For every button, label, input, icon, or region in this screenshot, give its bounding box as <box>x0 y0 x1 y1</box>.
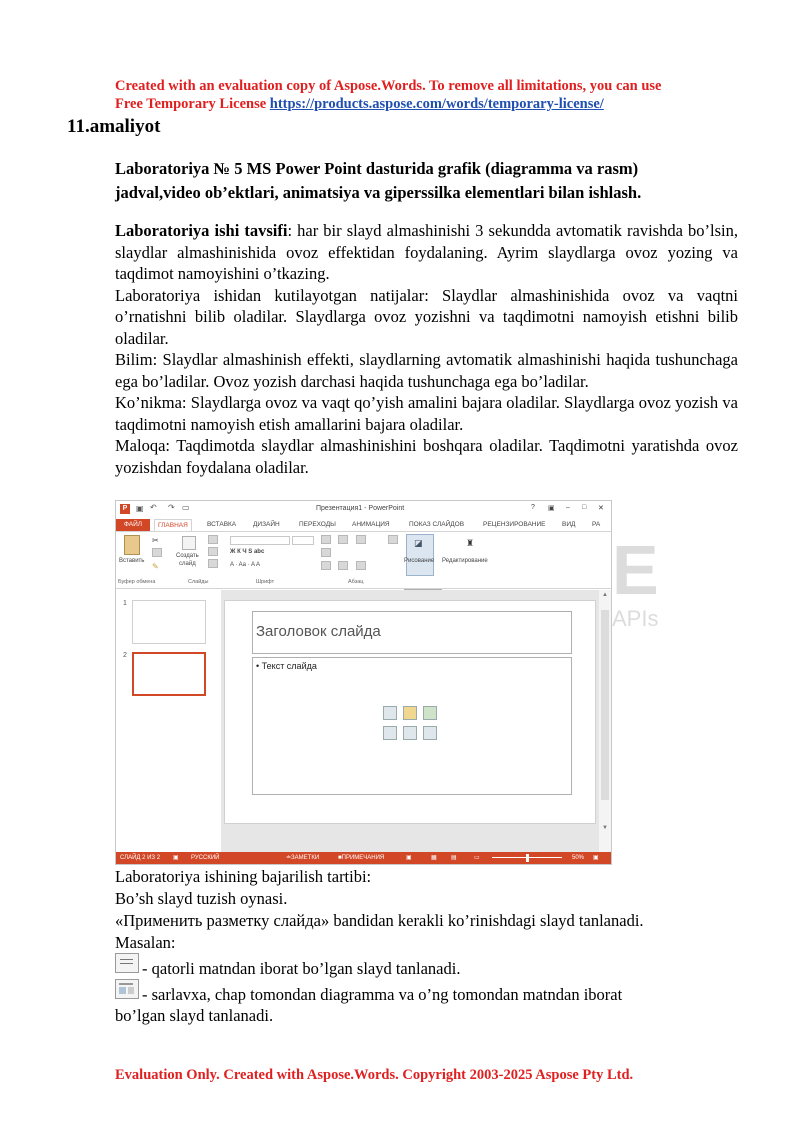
lab-title <box>115 157 755 205</box>
lab-title-line2: jadval,video ob’ektlari, animatsiya va giperssilka elementlari bilan ishlash. <box>115 183 642 202</box>
temporary-license-link[interactable]: https://products.aspose.com/words/temporary-license/ <box>269 96 604 112</box>
steps-line-3: «Применить разметку слайда» bandidan kerakli ko’rinishdagi slayd tanlanadi. <box>115 911 644 930</box>
comments-label: ПРИМЕЧАНИЯ <box>341 855 385 861</box>
shapes-icon: ◪ <box>414 538 423 548</box>
tab-insert[interactable]: ВСТАВКА <box>207 521 237 528</box>
example-item-1: - qatorli matndan iborat bo’lgan slayd tanlanadi. <box>142 959 461 978</box>
slideshow-icon[interactable]: ▭ <box>182 503 190 512</box>
competence-paragraph: Maloqa: Taqdimotda slaydlar almashinishini boshqara oladilar. Taqdimotni yaratishda ovoz yozishdan foydalana oladilar. <box>115 436 738 477</box>
evaluation-footer: Evaluation Only. Created with Aspose.Words. Copyright 2003-2025 Aspose Pty Ltd. <box>115 1067 634 1083</box>
binoculars-icon: ♜ <box>466 538 475 548</box>
scrollbar-thumb[interactable] <box>601 610 609 800</box>
zoom-slider-thumb[interactable] <box>526 854 529 862</box>
bullets-icon[interactable] <box>321 535 331 544</box>
font-color-buttons[interactable]: A · Aa · A A <box>230 562 261 568</box>
tab-file[interactable]: ФАЙЛ <box>116 519 150 531</box>
reading-view-icon[interactable]: ▤ <box>451 855 457 861</box>
copy-icon[interactable] <box>152 548 162 557</box>
insert-table-icon[interactable] <box>383 706 397 720</box>
powerpoint-screenshot <box>115 500 612 865</box>
font-name-box[interactable] <box>230 536 290 545</box>
powerpoint-logo-icon: P <box>120 504 130 514</box>
cut-icon[interactable]: ✂ <box>152 536 159 545</box>
paste-icon[interactable] <box>124 535 140 555</box>
numbering-icon[interactable] <box>338 535 348 544</box>
insert-smartart-icon[interactable] <box>423 706 437 720</box>
slide-thumbnail-2[interactable] <box>132 652 206 696</box>
lab-title-line1: Laboratoriya № 5 MS Power Point dasturida grafik (diagramma va rasm) <box>115 159 639 178</box>
ppt-ribbon <box>116 531 611 589</box>
watermark-apis: APIs <box>612 606 659 631</box>
maximize-button[interactable]: □ <box>582 504 587 511</box>
watermark-letter: E <box>612 531 659 609</box>
font-format-buttons[interactable]: Ж К Ч S abc <box>230 549 265 555</box>
tab-transitions[interactable]: ПЕРЕХОДЫ <box>299 521 336 528</box>
layout-title-bar <box>119 983 133 985</box>
chart-text-layout-icon <box>115 979 139 999</box>
vertical-scrollbar[interactable] <box>599 590 611 852</box>
steps-section <box>115 866 755 954</box>
group-clipboard: Буфер обмена <box>118 579 156 585</box>
tab-home[interactable]: ГЛАВНАЯ <box>154 519 192 531</box>
fit-slide-icon[interactable]: ▣ <box>593 855 599 861</box>
description-text: : har bir slayd almashinishi 3 sekundda avtomatik ravishda bo’lsin, slaydlar almashinishida ovoz effektidan foydalaning. Ayrim slaydlarga ovoz yozing va taqdimot namoyishini o’tkazing. <box>115 221 738 283</box>
comments-button[interactable]: ■ ПРИМЕЧАНИЯ <box>338 852 342 864</box>
current-slide[interactable] <box>224 600 596 824</box>
ppt-ribbon-tabs <box>116 517 611 532</box>
align-center-icon[interactable] <box>338 561 348 570</box>
description-label: Laboratoriya ishi tavsifi <box>115 221 288 240</box>
tab-animations[interactable]: АНИМАЦИЯ <box>352 521 390 528</box>
slide-body-placeholder-text: • Текст слайда <box>256 661 317 671</box>
editing-button[interactable]: Редактирование <box>442 558 488 564</box>
steps-line-2: Bo’sh slayd tuzish oynasi. <box>115 889 288 908</box>
group-slides: Слайды <box>188 579 209 585</box>
new-slide-label-1[interactable]: Создать <box>176 553 199 559</box>
thumbnail-number-2: 2 <box>123 652 127 659</box>
evaluation-notice-line2-text: Free Temporary License <box>115 96 270 112</box>
ribbon-display-button[interactable]: ▣ <box>548 505 555 512</box>
slideshow-view-icon[interactable]: ▭ <box>474 855 480 861</box>
description-paragraph <box>115 220 738 285</box>
normal-view-icon[interactable]: ▣ <box>406 855 412 861</box>
group-font: Шрифт <box>256 579 275 585</box>
tab-design[interactable]: ДИЗАЙН <box>253 521 280 528</box>
section-heading: 11.amaliyot <box>67 116 161 137</box>
zoom-level[interactable]: 50% <box>572 855 585 861</box>
slide-thumbnail-1[interactable] <box>132 600 206 644</box>
insert-picture-icon[interactable] <box>383 726 397 740</box>
slide-body-placeholder[interactable] <box>252 657 572 795</box>
layout-text-block <box>128 987 134 994</box>
new-slide-label-2[interactable]: слайд <box>179 561 196 567</box>
indent-icon[interactable] <box>356 535 366 544</box>
reset-icon[interactable] <box>208 547 218 556</box>
insert-online-picture-icon[interactable] <box>403 726 417 740</box>
scroll-down-icon[interactable]: ▼ <box>602 825 608 831</box>
ppt-title-bar <box>116 501 611 517</box>
evaluation-notice-line2 <box>115 95 755 113</box>
smartart-icon[interactable] <box>388 535 398 544</box>
group-paragraph: Абзац <box>348 579 364 585</box>
undo-icon[interactable]: ↶ <box>150 503 157 512</box>
font-size-box[interactable] <box>292 536 314 545</box>
ppt-window-title: Презентация1 - PowerPoint <box>316 505 405 512</box>
tab-view[interactable]: ВИД <box>562 521 576 528</box>
steps-line-4: Masalan: <box>115 933 176 952</box>
align-left-icon[interactable] <box>321 561 331 570</box>
layout-line-1 <box>120 959 133 960</box>
slide-title-placeholder[interactable]: Заголовок слайда <box>252 611 572 654</box>
slide-thumbnails-pane <box>116 590 221 852</box>
section-icon[interactable] <box>208 559 218 568</box>
redo-icon[interactable]: ↷ <box>168 503 175 512</box>
text-layout-icon <box>115 953 139 973</box>
body-text <box>115 220 738 478</box>
ppt-status-bar <box>116 852 611 864</box>
scroll-up-icon[interactable]: ▲ <box>602 592 608 598</box>
knowledge-paragraph: Bilim: Slaydlar almashinish effekti, slaydlarning avtomatik almashinishi haqida tushunchaga ega bo’ladilar. Ovoz yozish darchasi haqida tushunchaga ega bo’ladilar. <box>115 350 738 391</box>
example-item-2-continued: bo’lgan slayd tanlanadi. <box>115 1006 274 1025</box>
slide-counter: СЛАЙД 2 ИЗ 2 <box>120 855 161 861</box>
new-slide-icon[interactable] <box>182 536 196 550</box>
help-button[interactable]: ? <box>531 504 535 511</box>
insert-chart-icon[interactable] <box>403 706 417 720</box>
minimize-button[interactable]: – <box>566 504 570 511</box>
layout-line-2 <box>120 963 133 964</box>
slide-editing-area <box>221 590 599 852</box>
format-painter-icon[interactable]: ✎ <box>152 562 159 571</box>
tab-slideshow[interactable]: ПОКАЗ СЛАЙДОВ <box>409 521 465 528</box>
thumbnail-number-1: 1 <box>123 600 127 607</box>
tab-overflow[interactable]: РА <box>592 521 601 528</box>
save-icon[interactable]: ▣ <box>136 504 144 513</box>
notes-label: ЗАМЕТКИ <box>291 855 320 861</box>
language-indicator[interactable]: РУССКИЙ <box>191 855 220 861</box>
example-item-2: - sarlavxa, chap tomondan diagramma va o’ng tomondan matndan iborat <box>142 985 623 1004</box>
slide-sorter-icon[interactable]: ▦ <box>431 855 437 861</box>
layout-icon[interactable] <box>208 535 218 544</box>
steps-heading: Laboratoriya ishining bajarilish tartibi: <box>115 867 372 886</box>
layout-chart-block <box>119 987 126 994</box>
align-right-icon[interactable] <box>356 561 366 570</box>
close-button[interactable]: ✕ <box>598 505 604 512</box>
skill-paragraph: Ko’nikma: Slaydlarga ovoz va vaqt qo’yish amalini bajara oladilar. Slaydlarga ovoz yozish va taqdimotni namoyish etish amallarini bajara oladilar. <box>115 393 738 434</box>
expected-results-paragraph: Laboratoriya ishidan kutilayotgan natijalar: Slaydlar almashinishida ovoz va vaqtni o’rnatishni bilib oladilar. Slaydlarga ovoz yozishni va taqdimotni namoyish etishni bilib oladilar. <box>115 285 738 348</box>
content-insert-icons <box>383 706 443 748</box>
tab-review[interactable]: РЕЦЕНЗИРОВАНИЕ <box>483 521 546 528</box>
notes-button[interactable]: ≐ ЗАМЕТКИ <box>286 852 291 864</box>
spellcheck-icon[interactable]: ▣ <box>173 855 179 861</box>
insert-video-icon[interactable] <box>423 726 437 740</box>
paste-button[interactable]: Вставить <box>119 558 145 564</box>
evaluation-notice-line1: Created with an evaluation copy of Aspose.Words. To remove all limitations, you can use <box>115 78 662 94</box>
text-direction-icon[interactable] <box>321 548 331 557</box>
drawing-button[interactable]: Рисование <box>404 558 435 564</box>
evaluation-notice <box>115 77 755 113</box>
